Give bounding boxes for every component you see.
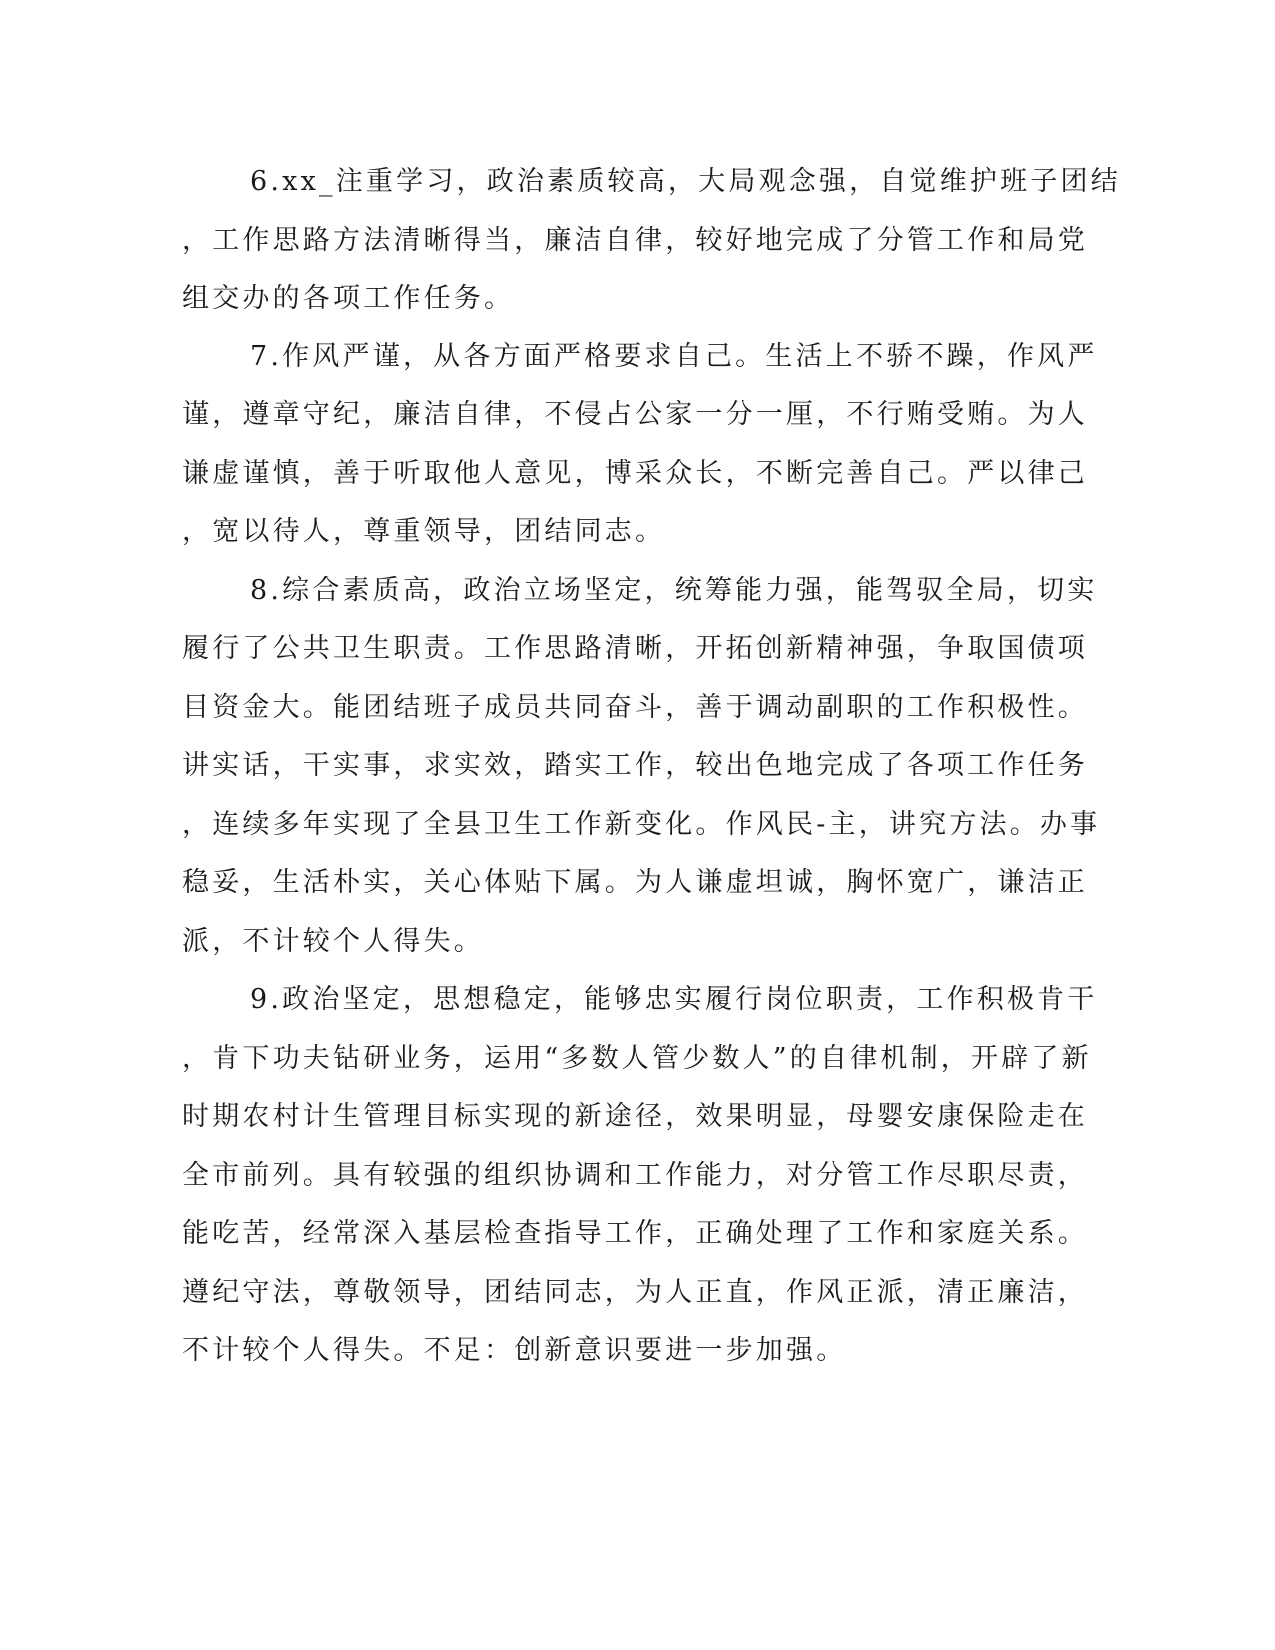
paragraph-8-line-7: 派，不计较个人得失。 [182, 926, 484, 957]
paragraph-6-line-1: 6.xx_注重学习，政治素质较高，大局观念强，自觉维护班子团结 [250, 166, 1121, 197]
paragraph-9-line-1: 9.政治坚定，思想稳定，能够忠实履行岗位职责，工作积极肯干 [250, 984, 1098, 1015]
paragraph-6-line-3: 组交办的各项工作任务。 [182, 283, 515, 314]
paragraph-8-line-1: 8.综合素质高，政治立场坚定，统筹能力强，能驾驭全局，切实 [250, 575, 1098, 606]
paragraph-8-line-6: 稳妥，生活朴实，关心体贴下属。为人谦虚坦诚，胸怀宽广，谦洁正 [182, 867, 1088, 898]
paragraph-9-line-7: 不计较个人得失。不足：创新意识要进一步加强。 [182, 1335, 847, 1366]
paragraph-9-line-2: ，肯下功夫钻研业务，运用“多数人管少数人”的自律机制，开辟了新 [182, 1043, 1092, 1074]
paragraph-7-line-3: 谦虚谨慎，善于听取他人意见，博采众长，不断完善自己。严以律己 [182, 458, 1088, 489]
paragraph-7-line-2: 谨，遵章守纪，廉洁自律，不侵占公家一分一厘，不行贿受贿。为人 [182, 399, 1088, 430]
paragraph-9-line-4: 全市前列。具有较强的组织协调和工作能力，对分管工作尽职尽责， [182, 1160, 1088, 1191]
paragraph-8-line-3: 目资金大。能团结班子成员共同奋斗，善于调动副职的工作积极性。 [182, 692, 1088, 723]
paragraph-8-line-5: ，连续多年实现了全县卫生工作新变化。作风民-主，讲究方法。办事 [182, 809, 1101, 840]
paragraph-7-line-4: ，宽以待人，尊重领导，团结同志。 [182, 516, 666, 547]
paragraph-7-line-1: 7.作风严谨，从各方面严格要求自己。生活上不骄不躁，作风严 [250, 341, 1098, 372]
paragraph-6-line-2: ，工作思路方法清晰得当，廉洁自律，较好地完成了分管工作和局党 [182, 225, 1088, 256]
paragraph-8-line-4: 讲实话，干实事，求实效，踏实工作，较出色地完成了各项工作任务 [182, 750, 1088, 781]
paragraph-9-line-6: 遵纪守法，尊敬领导，团结同志，为人正直，作风正派，清正廉洁， [182, 1277, 1088, 1308]
paragraph-9-line-5: 能吃苦，经常深入基层检查指导工作，正确处理了工作和家庭关系。 [182, 1218, 1088, 1249]
paragraph-9-line-3: 时期农村计生管理目标实现的新途径，效果明显，母婴安康保险走在 [182, 1101, 1088, 1132]
paragraph-8-line-2: 履行了公共卫生职责。工作思路清晰，开拓创新精神强，争取国债项 [182, 633, 1088, 664]
